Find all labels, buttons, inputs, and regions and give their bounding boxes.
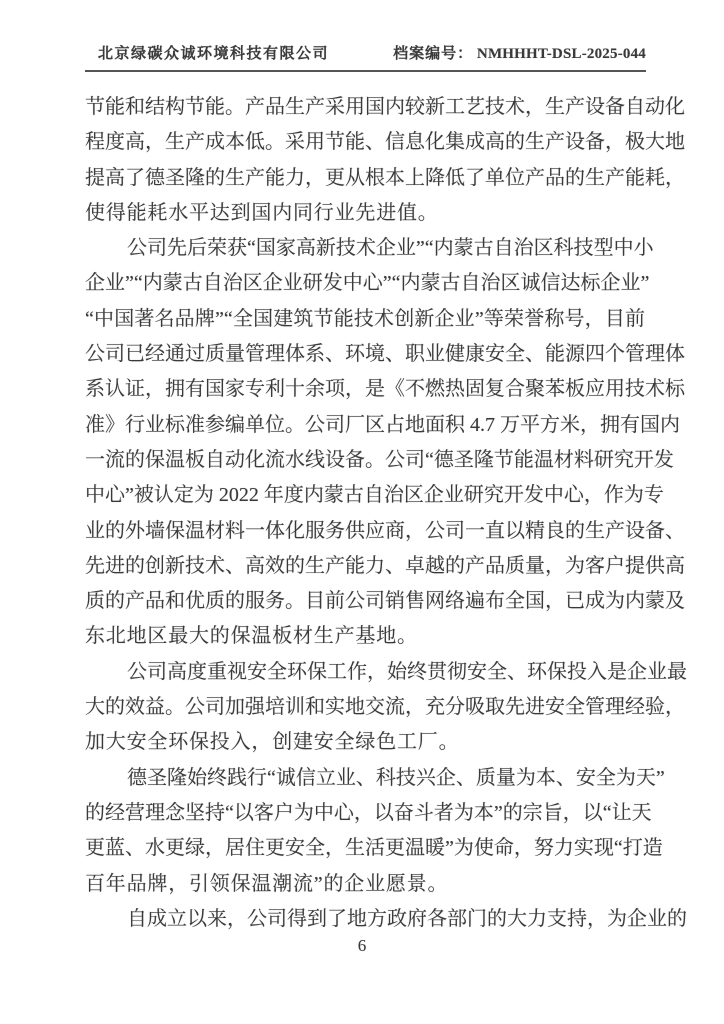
text-line: 德圣隆始终践行“诚信立业、科技兴企、质量为本、安全为天”: [127, 766, 665, 789]
text-line: 中心”被认定为 2022 年度内蒙古自治区企业研究开发中心，作为专: [85, 484, 664, 507]
text-line: 业的外墙保温材料一体化服务供应商，公司一直以精良的生产设备、: [85, 519, 685, 542]
text-line: 百年品牌，引领保温潮流”的企业愿景。: [85, 872, 449, 895]
document-body: [85, 90, 687, 937]
text-line: 准》行业标准参编单位。公司厂区占地面积 4.7 万平方米，拥有国内: [85, 413, 680, 436]
text-line: 系认证，拥有国家专利十余项，是《不燃热固复合聚苯板应用技术标: [85, 378, 685, 401]
archive-number-label: 档案编号：: [393, 46, 474, 62]
text-line: 先进的创新技术、高效的生产能力、卓越的产品质量，为客户提供高: [85, 554, 685, 577]
header-archive: [393, 42, 646, 63]
text-line: 自成立以来，公司得到了地方政府各部门的大力支持，为企业的: [127, 907, 687, 930]
text-line: 使得能耗水平达到国内同行业先进值。: [85, 201, 439, 224]
text-line: 节能和结构节能。产品生产采用国内较新工艺技术，生产设备自动化: [85, 96, 685, 118]
text-line: 企业”“内蒙古自治区企业研发中心”“内蒙古自治区诚信达标企业”: [85, 272, 650, 295]
archive-number-value: NMHHHT-DSL-2025-044: [476, 46, 646, 62]
paragraph: [85, 90, 685, 231]
text-line: 一流的保温板自动化流水线设备。公司“德圣隆节能温材料研究开发: [85, 448, 674, 471]
paragraph: [85, 655, 687, 761]
page-header: [85, 42, 646, 72]
paragraph: [85, 231, 685, 655]
page-number: 6: [357, 936, 367, 955]
text-line: 东北地区最大的保温板材生产基地。: [85, 625, 418, 648]
text-line: 质的产品和优质的服务。目前公司销售网络遍布全国，已成为内蒙及: [85, 590, 685, 613]
paragraph: [85, 761, 665, 902]
text-line: 公司已经通过质量管理体系、环境、职业健康安全、能源四个管理体: [85, 343, 685, 366]
text-line: 大的效益。公司加强培训和实地交流，充分吸取先进安全管理经验，: [85, 696, 685, 719]
text-line: 公司先后荣获“国家高新技术企业”“内蒙古自治区科技型中小: [127, 237, 654, 260]
page-footer: [0, 936, 724, 956]
paragraph: [85, 902, 687, 937]
text-line: 加大安全环保投入，创建安全绿色工厂。: [85, 731, 460, 754]
text-line: 更蓝、水更绿，居住更安全，生活更温暖”为使命，努力实现“打造: [85, 837, 663, 860]
text-line: 的经营理念坚持“以客户为中心，以奋斗者为本”的宗旨，以“让天: [85, 801, 652, 824]
text-line: 公司高度重视安全环保工作，始终贯彻安全、环保投入是企业最: [127, 660, 687, 683]
text-line: 程度高，生产成本低。采用节能、信息化集成高的生产设备，极大地: [85, 131, 685, 154]
text-line: 提高了德圣隆的生产能力，更从根本上降低了单位产品的生产能耗，: [85, 166, 685, 189]
header-company-name: 北京绿碳众诚环境科技有限公司: [98, 46, 330, 62]
text-line: “中国著名品牌”“全国建筑节能技术创新企业”等荣誉称号，目前: [85, 307, 645, 330]
